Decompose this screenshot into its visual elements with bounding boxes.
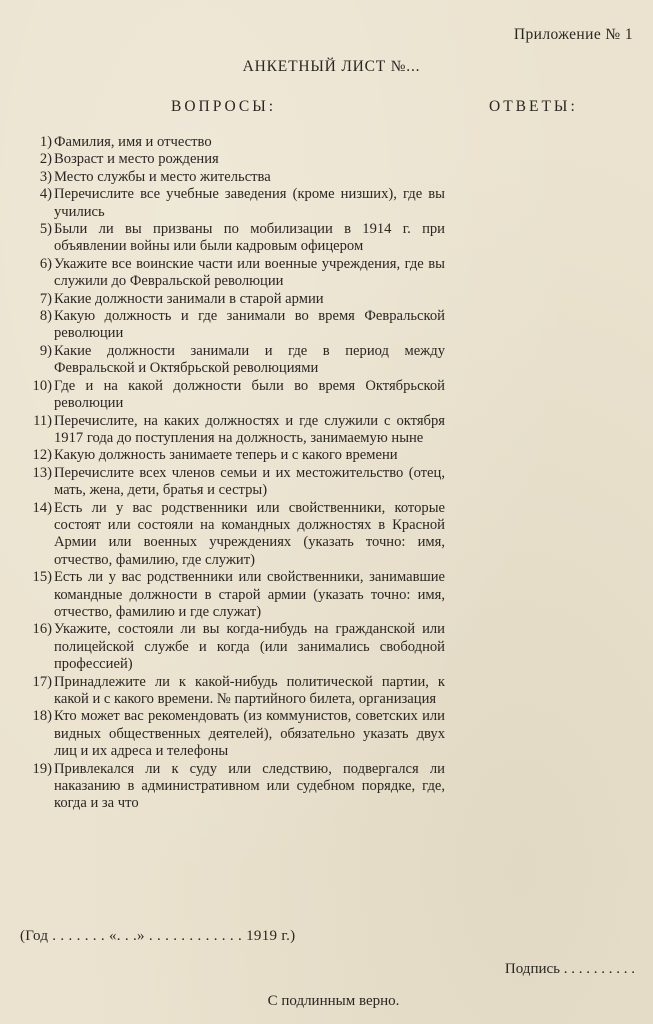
- question-item: [20, 674, 445, 709]
- questions-list: [20, 134, 445, 813]
- question-item: [20, 308, 445, 343]
- question-item: [20, 134, 445, 151]
- questions-heading: ВОПРОСЫ:: [171, 98, 277, 115]
- form-title: АНКЕТНЫЙ ЛИСТ №...: [242, 58, 421, 75]
- question-text: Перечислите все учебные заведения (кроме низших), где вы учились: [54, 186, 445, 220]
- signature-line: Подпись . . . . . . . . . .: [504, 961, 635, 977]
- question-item: [20, 447, 445, 464]
- question-text: Есть ли у вас родственники или свойственники, занимавшие командные должности в старой армии (указать точно: имя, отчество, фамилию и где служат): [54, 569, 445, 620]
- question-number: 19): [32, 760, 52, 777]
- question-text: Кто может вас рекомендовать (из коммунистов, советских или видных общественных деятелей), обязательно указать двух лиц и их адреса и телефоны: [54, 708, 445, 760]
- question-number: 17): [32, 673, 52, 690]
- question-number: 3): [39, 168, 52, 185]
- question-item: [20, 343, 445, 378]
- question-text: Какую должность и где занимали во время Февральской революции: [54, 308, 445, 342]
- question-item: [20, 500, 445, 570]
- question-number: 16): [32, 621, 52, 638]
- question-number: 14): [32, 499, 52, 516]
- question-number: 7): [39, 290, 52, 307]
- question-text: Привлекался ли к суду или следствию, подвергался ли наказанию в административном или судебном порядке, где, когда и за что: [54, 760, 445, 812]
- question-item: [20, 569, 445, 621]
- question-text: Принадлежите ли к какой-нибудь политической партии, к какой и с какого времени. № партийного билета, организация: [54, 673, 445, 707]
- question-text: Укажите все воинские части или военные учреждения, где вы служили до Февральской революции: [54, 255, 445, 290]
- question-number: 15): [32, 569, 52, 586]
- question-item: [20, 378, 445, 413]
- question-number: 9): [39, 342, 52, 359]
- question-number: 6): [39, 255, 52, 272]
- question-number: 8): [39, 308, 52, 325]
- question-number: 4): [39, 186, 52, 203]
- question-number: 2): [39, 151, 52, 168]
- question-text: Какие должности занимали и где в период между Февральской и Октябрьской революциями: [54, 342, 445, 377]
- question-item: [20, 465, 445, 500]
- question-item: [20, 186, 445, 221]
- question-text: Есть ли у вас родственники или свойственники, которые состоят или состояли на командных должностях в Красной Армии или военных учреждениях (указать точно: имя, отчество, фамилию, где служит): [54, 499, 445, 568]
- question-text: Были ли вы призваны по мобилизации в 1914 г. при объявлении войны или были кадровым офицером: [54, 221, 445, 255]
- question-item: [20, 621, 445, 673]
- question-item: [20, 291, 445, 308]
- question-item: [20, 221, 445, 256]
- question-text: Укажите, состояли ли вы когда-нибудь на гражданской или полицейской службе и когда (или занимались свободной профессией): [54, 621, 445, 673]
- certification-note: С подлинным верно.: [267, 993, 400, 1009]
- question-number: 5): [39, 221, 52, 238]
- year-line: (Год . . . . . . . «. . .» . . . . . . . . . . . . 1919 г.): [20, 928, 296, 944]
- question-item: [20, 761, 445, 813]
- question-item: [20, 169, 445, 186]
- answers-heading: ОТВЕТЫ:: [489, 98, 578, 115]
- question-text: Какую должность занимаете теперь и с какого времени: [54, 447, 398, 464]
- question-number: 1): [39, 134, 52, 150]
- question-item: [20, 413, 445, 448]
- question-text: Фамилия, имя и отчество: [54, 134, 212, 150]
- question-number: 11): [33, 412, 52, 429]
- question-text: Где и на какой должности были во время Октябрьской революции: [54, 377, 445, 412]
- question-number: 18): [32, 708, 52, 725]
- question-item: [20, 151, 445, 168]
- question-item: [20, 708, 445, 760]
- question-text: Место службы и место жительства: [54, 168, 271, 185]
- question-number: 10): [32, 377, 52, 394]
- appendix-label: Приложение № 1: [513, 26, 633, 43]
- question-number: 12): [32, 447, 52, 464]
- question-number: 13): [32, 464, 52, 481]
- question-item: [20, 256, 445, 291]
- question-text: Перечислите, на каких должностях и где служили с октября 1917 года до поступления на должность, занимаемую ныне: [54, 412, 445, 446]
- question-text: Какие должности занимали в старой армии: [54, 290, 324, 307]
- question-text: Перечислите всех членов семьи и их местожительство (отец, мать, жена, дети, братья и сестры): [54, 464, 445, 499]
- question-text: Возраст и место рождения: [54, 151, 219, 168]
